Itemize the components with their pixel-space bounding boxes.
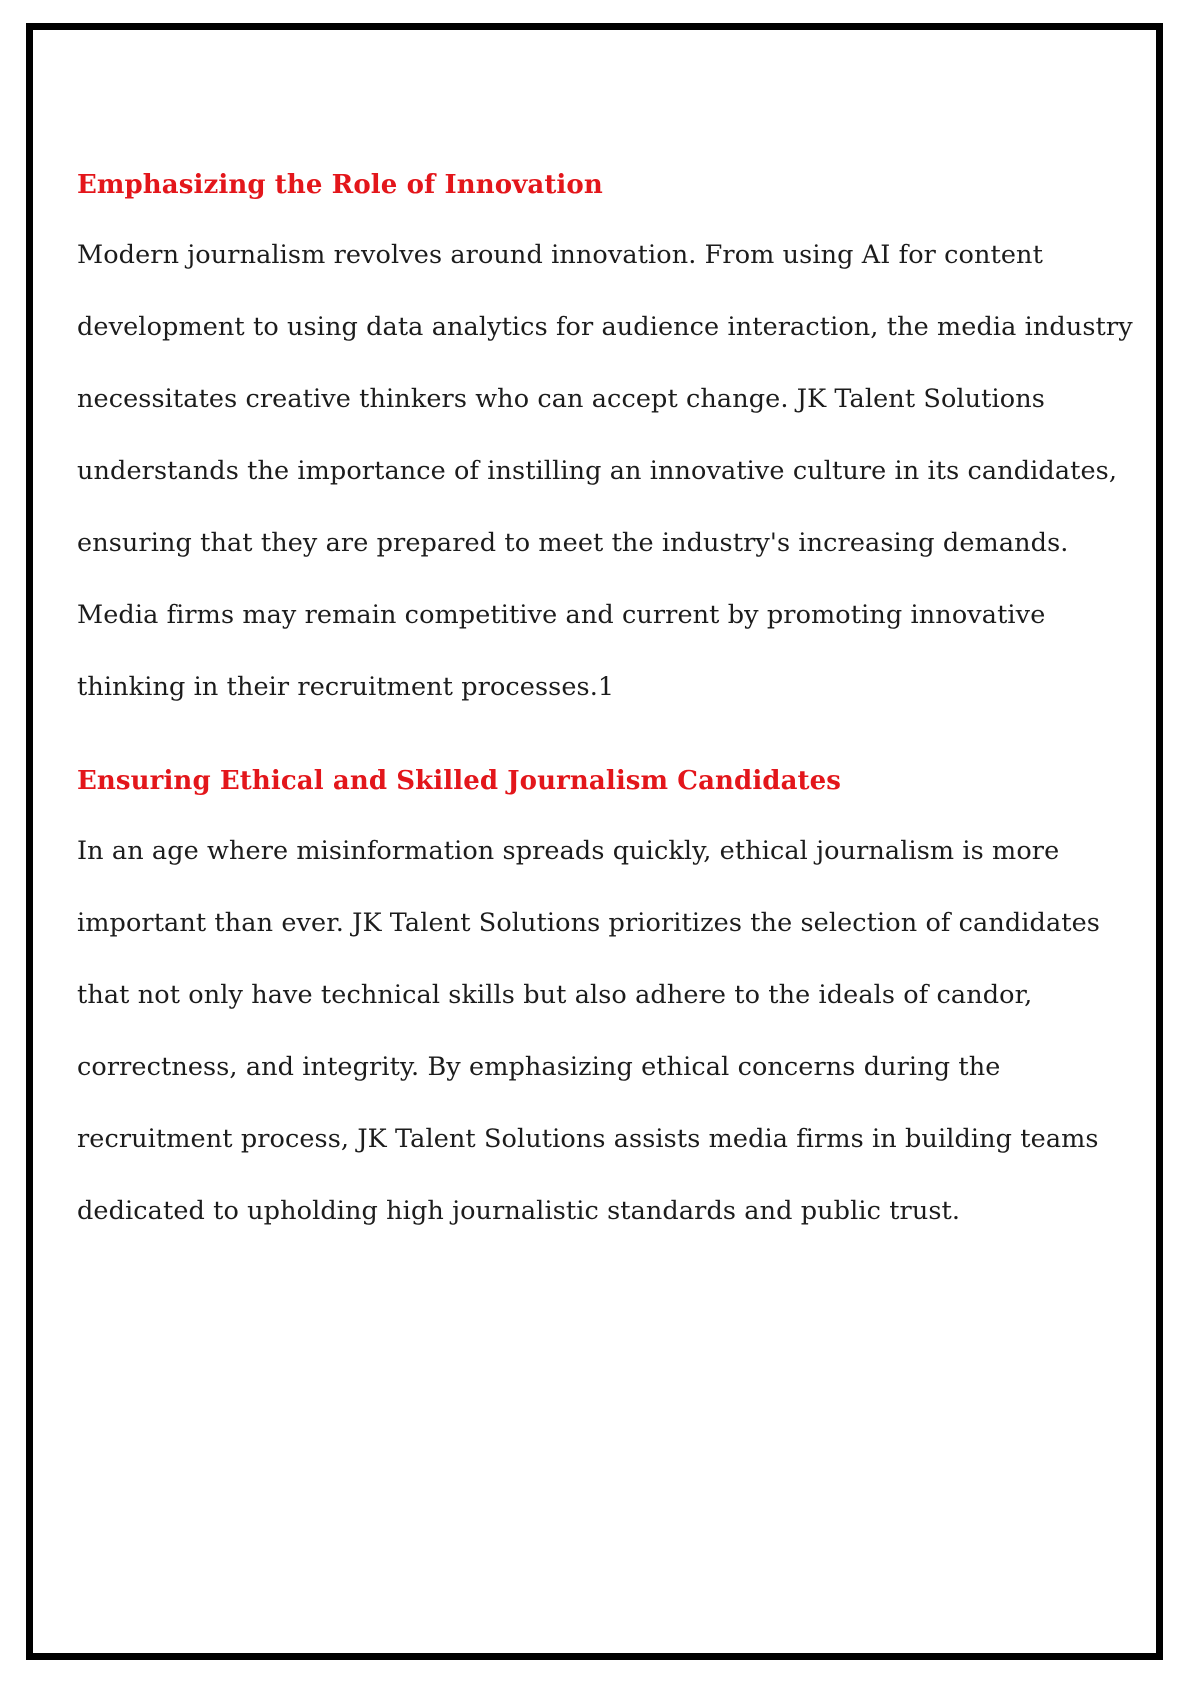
document-content bbox=[77, 165, 1137, 1247]
section-heading: Ensuring Ethical and Skilled Journalism Candidates bbox=[77, 766, 842, 796]
section-innovation bbox=[77, 165, 1137, 723]
section-paragraph: Modern journalism revolves around innovation. From using AI for content development to using data analytics for audience interaction, the media industry necessitates creative thinkers who can accept change. JK Talent Solutions understands the importance of instilling an innovative culture in its candidates, ensuring that they are prepared to meet the industry's increasing demands. Media firms may remain competitive and current by promoting innovative thinking in their recruitment processes.1 bbox=[77, 240, 1133, 702]
section-paragraph: In an age where misinformation spreads quickly, ethical journalism is more important than ever. JK Talent Solutions prioritizes the selection of candidates that not only have technical skills but also adhere to the ideals of candor, correctness, and integrity. By emphasizing ethical concerns during the recruitment process, JK Talent Solutions assists media firms in building teams dedicated to upholding high journalistic standards and public trust. bbox=[77, 836, 1100, 1226]
page-frame bbox=[26, 23, 1163, 1660]
section-heading: Emphasizing the Role of Innovation bbox=[77, 170, 603, 200]
section-ethical-journalism bbox=[77, 761, 1137, 1247]
